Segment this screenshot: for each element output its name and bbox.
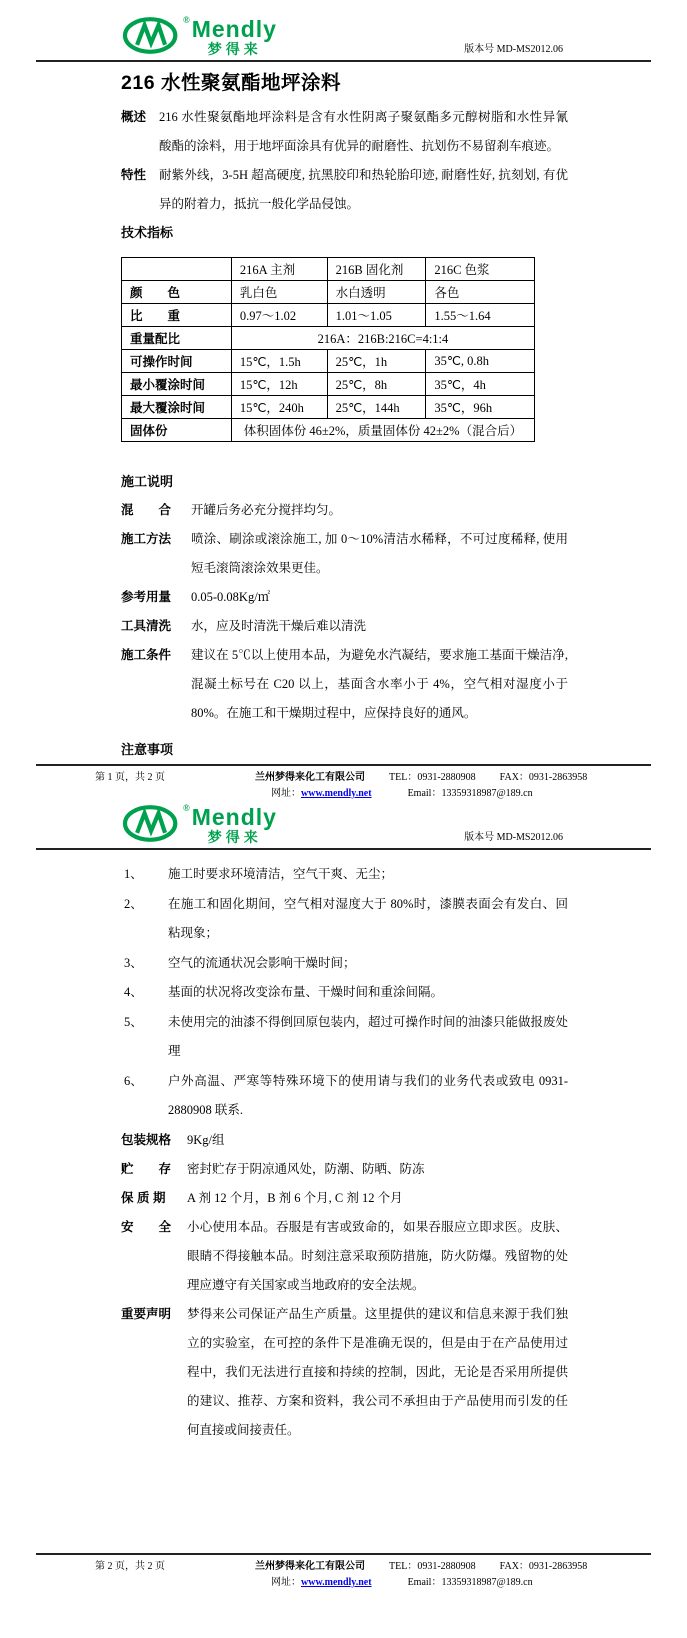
table-cell: 25℃，144h <box>327 396 426 419</box>
disclaimer-text: 梦得来公司保证产品生产质量。这里提供的建议和信息来源于我们独立的实验室，在可控的条件下是准确无误的，但是由于在产品使用过程中，我们无法进行直接和持续的控制，因此，无论是否采用所提供的建议、推荐、方案和资料，我公司不承担由于产品使用而引发的任何直接或间接责任。 <box>187 1306 568 1437</box>
table-cell: 最小覆涂时间 <box>122 373 232 396</box>
safety-row <box>121 1213 568 1300</box>
method-label: 施工方法 <box>121 532 172 547</box>
disclaimer-row <box>121 1300 568 1445</box>
note-item-1 <box>121 860 568 890</box>
page-1-header <box>0 0 687 60</box>
brand-name: Mendly <box>191 804 277 830</box>
features-text: 耐紫外线，3-5H 超高硬度, 抗黑胶印和热轮胎印迹, 耐磨性好, 抗刻划, 有优异的附着力，抵抗一般化学品侵蚀。 <box>159 168 568 212</box>
note-number: 3、 <box>124 955 143 970</box>
table-cell: 15℃，240h <box>231 396 327 419</box>
registered-mark-icon: ® <box>183 803 190 813</box>
table-cell: 固体份 <box>122 419 232 442</box>
table-cell: 乳白色 <box>231 281 327 304</box>
shelf-life-row <box>121 1184 568 1213</box>
web-label: 网址： <box>271 1577 301 1588</box>
storage-row <box>121 1155 568 1184</box>
website-link[interactable]: www.mendly.net <box>301 788 372 800</box>
disclaimer-label: 重要声明 <box>121 1306 172 1321</box>
note-text: 未使用完的油漆不得倒回原包装内，超过可操作时间的油漆只能做报废处理 <box>168 1014 569 1059</box>
table-cell: 1.55～1.64 <box>426 304 535 327</box>
construction-heading: 施工说明 <box>121 474 174 490</box>
features-row <box>121 161 568 219</box>
note-item-3 <box>121 949 568 979</box>
page-1 <box>0 0 687 800</box>
mixing-row <box>121 496 568 525</box>
note-text: 基面的状况将改变涂布量、干燥时间和重涂间隔。 <box>168 985 444 1000</box>
conditions-label: 施工条件 <box>121 648 172 663</box>
table-cell: 水白透明 <box>327 281 426 304</box>
note-item-4 <box>121 978 568 1008</box>
note-number: 5、 <box>124 1014 143 1029</box>
mendly-logo-icon <box>122 15 182 56</box>
table-cell: 216A：216B:216C=4:1:4 <box>231 327 534 350</box>
table-cell: 比 重 <box>122 304 232 327</box>
table-cell: 25℃，8h <box>327 373 426 396</box>
note-text: 施工时要求环境清洁，空气干爽、无尘； <box>168 867 394 882</box>
mendly-logo-icon <box>122 803 182 844</box>
table-cell: 体积固体份 46±2%，质量固体份 42±2%（混合后） <box>231 419 534 442</box>
table-cell: 颜 色 <box>122 281 232 304</box>
tool-cleaning-row <box>121 612 568 641</box>
safety-text: 小心使用本品。吞服是有害或致命的，如果吞服应立即求医。皮肤、眼睛不得接触本品。时刻注意采取预防措施，防火防爆。残留物的处理应遵守有关国家或当地政府的安全法规。 <box>187 1219 568 1292</box>
table-cell: 重量配比 <box>122 327 232 350</box>
table-cell: 15℃，1.5h <box>231 350 327 373</box>
table-cell: 35℃，96h <box>426 396 535 419</box>
note-number: 1、 <box>124 867 143 882</box>
notice-heading: 注意事项 <box>121 742 174 758</box>
overview-row <box>121 103 568 161</box>
mendly-logo <box>122 803 277 845</box>
website-link[interactable]: www.mendly.net <box>301 1577 372 1588</box>
method-text: 喷涂、刷涂或滚涂施工, 加 0～10%清洁水稀释，不可过度稀释, 使用短毛滚筒滚涂效果更佳。 <box>191 532 568 576</box>
table-cell: 各色 <box>426 281 535 304</box>
table-row <box>122 373 535 396</box>
version-label: 版本号 MD-MS2012.06 <box>464 832 563 844</box>
tech-specs-heading: 技术指标 <box>121 225 174 241</box>
company-fax: FAX：0931-2863958 <box>499 772 588 784</box>
note-number: 2、 <box>124 896 143 911</box>
company-email: Email：13359318987@189.cn <box>407 1577 533 1588</box>
table-row <box>122 327 535 350</box>
tool-cleaning-label: 工具清洗 <box>121 619 172 634</box>
version-label: 版本号 MD-MS2012.06 <box>464 44 563 56</box>
web-label: 网址： <box>271 788 301 800</box>
table-row <box>122 304 535 327</box>
company-tel: TEL：0931-2880908 <box>389 772 476 784</box>
method-row <box>121 525 568 583</box>
page-2-footer <box>0 1553 687 1638</box>
company-email: Email：13359318987@189.cn <box>407 788 533 800</box>
overview-text: 216 水性聚氨酯地坪涂料是含有水性阴离子聚氨酯多元醇树脂和水性异氰酸酯的涂料，用于地坪面涂具有优异的耐磨性、抗划伤不易留刹车痕迹。 <box>159 110 568 154</box>
table-row <box>122 396 535 419</box>
page-2-content <box>0 850 687 1445</box>
table-cell: 216A 主剂 <box>231 258 327 281</box>
footer-line-1 <box>255 1559 653 1574</box>
page-1-content <box>0 62 687 764</box>
footer-row <box>0 1555 687 1590</box>
coverage-label: 参考用量 <box>121 590 172 605</box>
note-text: 户外高温、严寒等特殊环境下的使用请与我们的业务代表或致电 0931-2880908 联系. <box>168 1073 568 1118</box>
brand-name-cn: 梦得来 <box>207 41 262 57</box>
table-cell: 25℃，1h <box>327 350 426 373</box>
company-name: 兰州梦得来化工有限公司 <box>255 1561 365 1572</box>
table-cell: 15℃，12h <box>231 373 327 396</box>
shelf-life-label: 保 质 期 <box>121 1190 166 1205</box>
table-cell: 可操作时间 <box>122 350 232 373</box>
table-cell: 0.97～1.02 <box>231 304 327 327</box>
table-cell: 35℃，4h <box>426 373 535 396</box>
company-fax: FAX：0931-2863958 <box>499 1561 588 1572</box>
safety-label: 安 全 <box>121 1219 172 1234</box>
note-number: 4、 <box>124 985 143 1000</box>
table-cell: 35℃, 0.8h <box>426 350 535 373</box>
brand-name-cn: 梦得来 <box>207 829 262 845</box>
tool-cleaning-text: 水，应及时清洗干燥后难以清洗 <box>191 619 367 634</box>
company-tel: TEL：0931-2880908 <box>389 1561 476 1572</box>
shelf-life-text: A 剂 12 个月，B 剂 6 个月, C 剂 12 个月 <box>187 1190 403 1205</box>
table-row <box>122 350 535 373</box>
features-label: 特性 <box>121 168 147 183</box>
packaging-text: 9Kg/组 <box>187 1132 225 1147</box>
footer-line-2 <box>255 1575 653 1590</box>
page-number: 第 2 页，共 2 页 <box>95 1561 165 1572</box>
note-text: 在施工和固化期间，空气相对湿度大于 80%时，漆膜表面会有发白、回粘现象； <box>168 896 568 941</box>
table-cell: 最大覆涂时间 <box>122 396 232 419</box>
brand-text-block <box>192 15 277 57</box>
table-row <box>122 258 535 281</box>
brand-name: Mendly <box>191 16 277 42</box>
table-cell: 216C 色浆 <box>426 258 535 281</box>
table-row <box>122 281 535 304</box>
note-item-2 <box>121 890 568 949</box>
page-2 <box>0 775 687 1638</box>
packaging-label: 包装规格 <box>121 1132 172 1147</box>
note-text: 空气的流通状况会影响干燥时间； <box>168 955 356 970</box>
page-number: 第 1 页，共 2 页 <box>95 772 165 784</box>
packaging-row <box>121 1126 568 1155</box>
table-cell: 1.01～1.05 <box>327 304 426 327</box>
tech-specs-table <box>121 257 535 442</box>
storage-text: 密封贮存于阴凉通风处，防潮、防晒、防冻 <box>187 1161 425 1176</box>
mixing-text: 开罐后务必充分搅拌均匀。 <box>191 503 342 518</box>
table-cell <box>122 258 232 281</box>
footer-info <box>255 1559 653 1590</box>
conditions-row <box>121 641 568 728</box>
overview-label: 概述 <box>121 110 147 125</box>
note-item-6 <box>121 1067 568 1126</box>
mendly-logo <box>122 15 277 57</box>
note-number: 6、 <box>124 1073 143 1088</box>
mixing-label: 混 合 <box>121 503 172 518</box>
coverage-row <box>121 583 568 612</box>
table-row <box>122 419 535 442</box>
registered-mark-icon: ® <box>183 15 190 25</box>
brand-text-block <box>192 803 277 845</box>
note-item-5 <box>121 1008 568 1067</box>
storage-label: 贮 存 <box>121 1161 172 1176</box>
coverage-text: 0.05-0.08Kg/㎡ <box>191 590 271 605</box>
conditions-text: 建议在 5℃以上使用本品，为避免水汽凝结，要求施工基面干燥洁净, 混凝土标号在 C20 以上，基面含水率小于 4%，空气相对湿度小于 80%。在施工和干燥期过程中，应保持良好的通风。 <box>191 648 568 721</box>
page-2-header <box>0 775 687 848</box>
product-title: 216 水性聚氨酯地坪涂料 <box>121 72 341 95</box>
table-cell: 216B 固化剂 <box>327 258 426 281</box>
company-web <box>271 1575 372 1590</box>
company-name: 兰州梦得来化工有限公司 <box>255 772 365 784</box>
